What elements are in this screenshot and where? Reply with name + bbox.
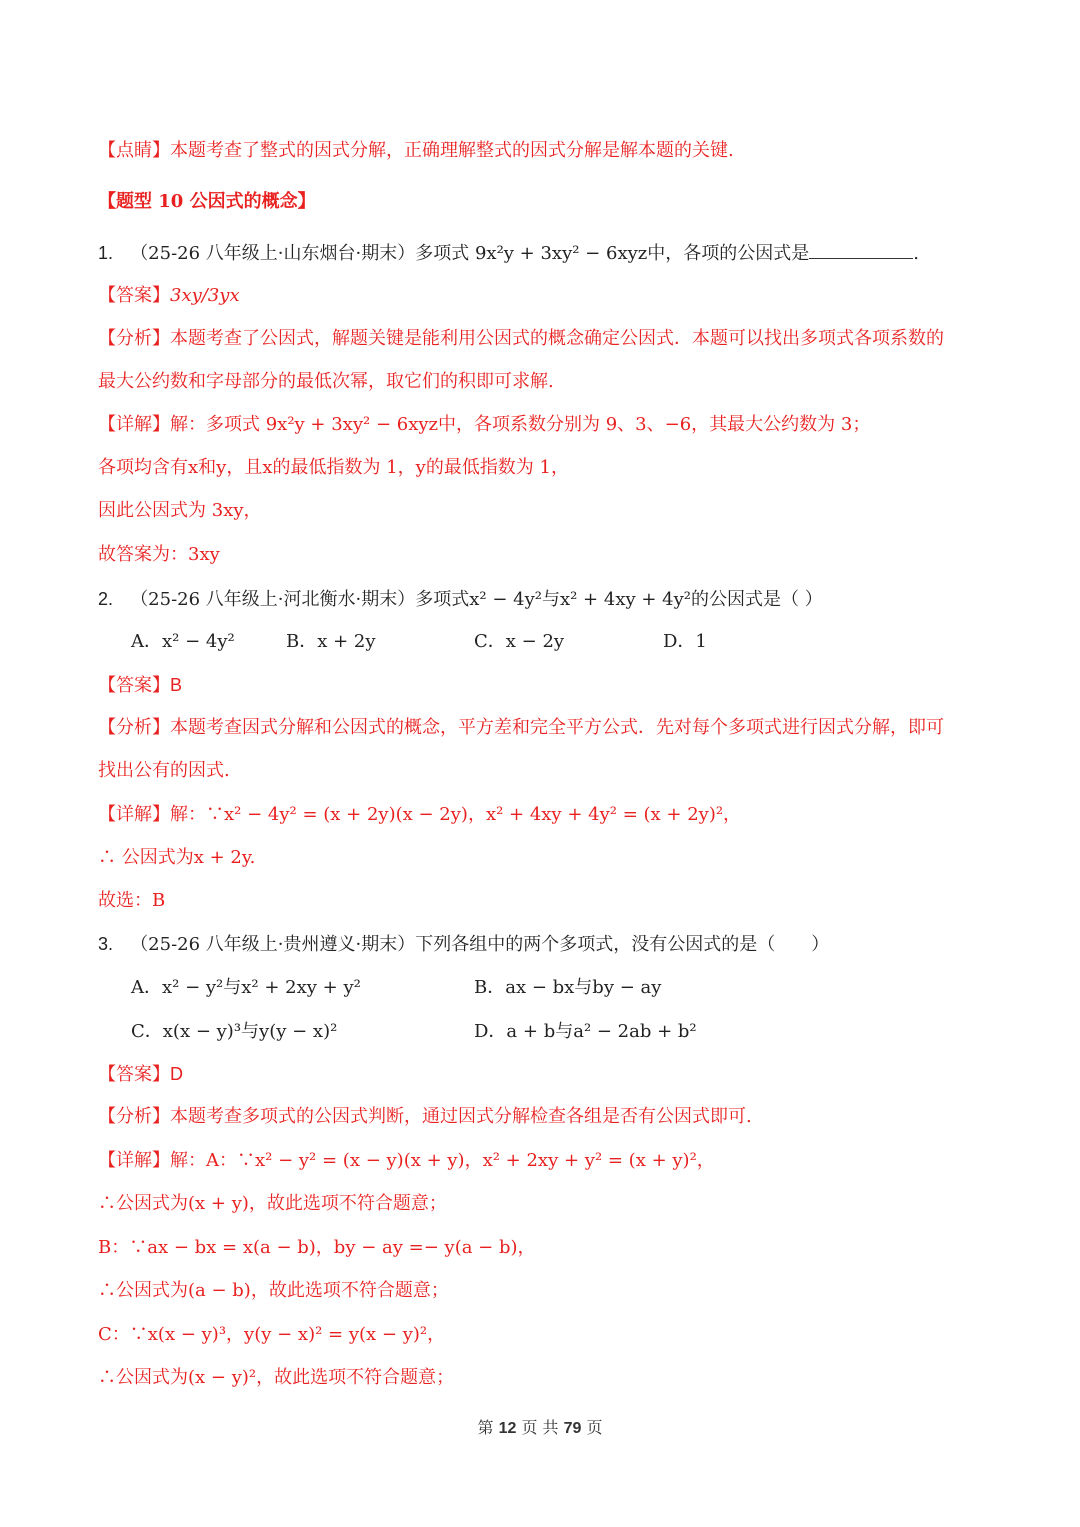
- q2-analysis-tag: 【分析】: [98, 717, 170, 738]
- q1-answer-blank: [809, 240, 913, 259]
- q3-detail-2: ∴公因式为(x + y)，故此选项不符合题意；: [98, 1193, 447, 1214]
- q2-answer-value: B: [170, 675, 183, 695]
- q3-option-b: B．ax − bx与by − ay: [474, 977, 662, 998]
- q2-analysis-2: 找出公有的因式.: [98, 760, 230, 781]
- page-footer: [0, 1415, 1080, 1438]
- dianjing-tag: 【点睛】: [98, 140, 170, 161]
- q2-option-c: C．x − 2y: [474, 631, 565, 652]
- q3-detail-6: ∴公因式为(x − y)²，故此选项不符合题意；: [98, 1367, 455, 1388]
- q2-detail-text-1: 解：∵x² − 4y² = (x + 2y)(x − 2y)，x² + 4xy + 4y² = (x + 2y)²，: [170, 804, 742, 825]
- q3-detail-tag: 【详解】: [98, 1150, 170, 1171]
- q1-stem-end: .: [913, 243, 919, 264]
- q2-option-b: B．x + 2y: [286, 631, 376, 652]
- q1-detail-1: [98, 412, 998, 438]
- q1-analysis-tag: 【分析】: [98, 328, 170, 349]
- q3-number: 3.: [98, 934, 114, 954]
- q1-answer-value: 3xy/3yx: [170, 285, 240, 306]
- q3-answer-value: D: [170, 1064, 183, 1084]
- q3-option-a: A．x² − y²与x² + 2xy + y²: [131, 977, 361, 998]
- q1-answer: [98, 283, 998, 309]
- q2-analysis-text-1: 本题考查因式分解和公因式的概念，平方差和完全平方公式．先对每个多项式进行因式分解，即可: [170, 717, 944, 738]
- q3-stem: [98, 931, 998, 958]
- q1-number: 1.: [98, 243, 114, 263]
- q2-option-d: D．1: [663, 631, 707, 652]
- q3-analysis-text-1: 本题考查多项式的公因式判断，通过因式分解检查各组是否有公因式即可.: [170, 1106, 752, 1127]
- q3-option-c: C．x(x − y)³与y(y − x)²: [131, 1021, 338, 1042]
- footer-mid: 页 共: [521, 1418, 559, 1437]
- q1-stem-text: （25-26 八年级上·山东烟台·期末）多项式 9x²y + 3xy² − 6xyz中，各项的公因式是: [130, 243, 810, 264]
- q1-stem: [98, 240, 998, 267]
- q2-answer-tag: 【答案】: [98, 675, 170, 696]
- q3-answer: [98, 1061, 998, 1088]
- section-title: 【题型 10 公因式的概念】: [98, 191, 316, 212]
- q1-detail-tag: 【详解】: [98, 414, 170, 435]
- q2-detail-2: ∴ 公因式为x + 2y.: [98, 847, 256, 868]
- q2-option-a: A．x² − 4y²: [131, 631, 235, 652]
- dianjing-text: 本题考查了整式的因式分解，正确理解整式的因式分解是解本题的关键.: [170, 140, 734, 161]
- q2-detail-1: [98, 802, 998, 828]
- q3-analysis-tag: 【分析】: [98, 1106, 170, 1127]
- q2-stem-text: （25-26 八年级上·河北衡水·期末）多项式x² − 4y²与x² + 4xy + 4y²的公因式是（ ）: [130, 589, 823, 610]
- q1-detail-text-1: 解：多项式 9x²y + 3xy² − 6xyz中，各项系数分别为 9、3、−6，其最大公约数为 3；: [170, 414, 871, 435]
- q3-answer-tag: 【答案】: [98, 1064, 170, 1085]
- q1-detail-2: 各项均含有x和y，且x的最低指数为 1，y的最低指数为 1，: [98, 457, 569, 478]
- q2-stem: [98, 586, 998, 613]
- q1-detail-3: 因此公因式为 3xy，: [98, 500, 262, 521]
- q3-analysis-1: [98, 1104, 998, 1130]
- q1-analysis-2: 最大公约数和字母部分的最低次幂，取它们的积即可求解.: [98, 371, 554, 392]
- q2-number: 2.: [98, 589, 114, 609]
- dianjing-line: [98, 138, 998, 164]
- q3-detail-3: B：∵ax − bx = x(a − b)，by − ay =− y(a − b)，: [98, 1237, 536, 1258]
- q2-analysis-1: [98, 715, 998, 741]
- q1-analysis-1: [98, 326, 998, 352]
- q3-detail-1: [98, 1148, 998, 1174]
- footer-total-pages: 79: [563, 1420, 582, 1437]
- q3-stem-text: （25-26 八年级上·贵州遵义·期末）下列各组中的两个多项式，没有公因式的是（ ）: [130, 934, 830, 955]
- q2-answer: [98, 672, 998, 699]
- q1-detail-4: 故答案为：3xy: [98, 544, 220, 565]
- q1-answer-tag: 【答案】: [98, 285, 170, 306]
- footer-page-number: 12: [498, 1420, 517, 1437]
- footer-pre: 第: [477, 1418, 494, 1437]
- footer-post: 页: [586, 1418, 603, 1437]
- q3-detail-5: C：∵x(x − y)³，y(y − x)² = y(x − y)²，: [98, 1324, 446, 1345]
- q2-detail-tag: 【详解】: [98, 804, 170, 825]
- q3-detail-text-1: 解：A：∵x² − y² = (x − y)(x + y)，x² + 2xy + y² = (x + y)²，: [170, 1150, 715, 1171]
- q3-detail-4: ∴公因式为(a − b)，故此选项不符合题意；: [98, 1280, 449, 1301]
- q3-option-d: D．a + b与a² − 2ab + b²: [474, 1021, 697, 1042]
- q1-analysis-text-1: 本题考查了公因式，解题关键是能利用公因式的概念确定公因式．本题可以找出多项式各项系数的: [170, 328, 944, 349]
- q2-detail-3: 故选：B: [98, 890, 166, 911]
